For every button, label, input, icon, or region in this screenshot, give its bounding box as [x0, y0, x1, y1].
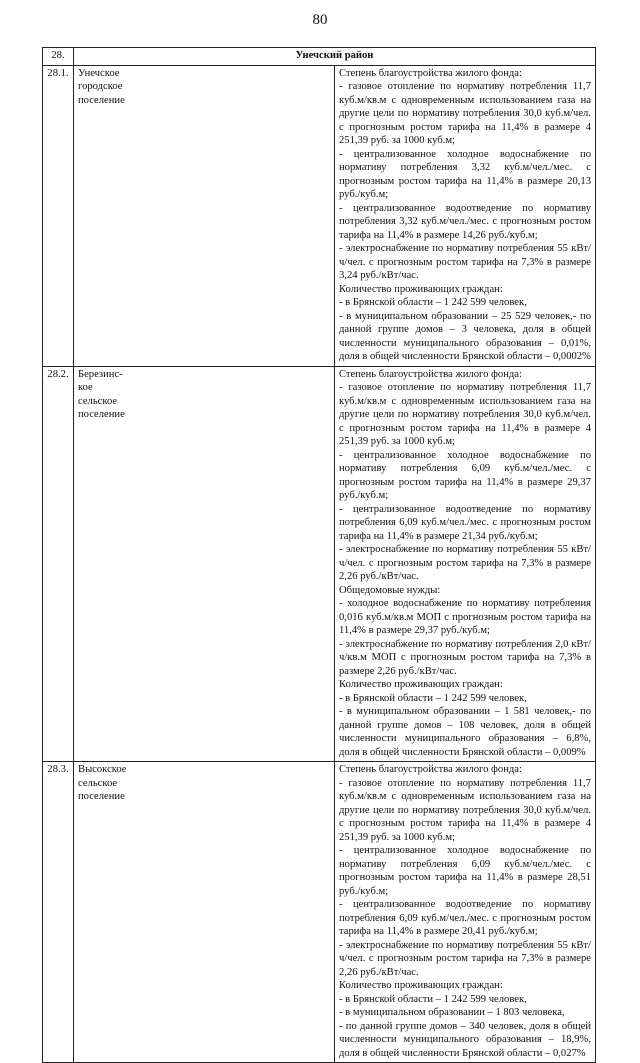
settlement-name: [74, 65, 335, 366]
description-item: - газовое отопление по нормативу потребления 11,7 куб.м/кв.м с одновременным использованием газа на другие цели по нормативу потребления 30,0 куб.м/чел. с прогнозным ростом тарифа на 11,4% в размере 4 251,39 руб. за 1000 куб.м;: [339, 777, 591, 843]
section-header-row: [43, 48, 596, 66]
description-item: - холодное водоснабжение по нормативу потребления 0,016 куб.м/кв.м МОП с прогнозным ростом тарифа на 11,4% в размере 29,37 руб./куб.м;: [339, 598, 591, 636]
row-number: 28.2.: [43, 366, 74, 762]
description-heading: Общедомовые нужды:: [339, 584, 441, 596]
description-heading: Степень благоустройства жилого фонда:: [339, 764, 522, 775]
description-item: - электроснабжение по нормативу потребления 2,0 кВт/ч/кв.м МОП с прогнозным ростом тарифа на 7,3% в размере 2,26 руб./кВт/час.: [339, 638, 591, 677]
description-item: - электроснабжение по нормативу потребления 55 кВт/ч/чел. с прогнозным ростом тарифа на 7,3% в размере 2,26 руб./кВт/час.: [339, 939, 591, 978]
settlement-name-line: поселение: [78, 791, 125, 802]
description-item: - централизованное холодное водоснабжение по нормативу потребления 3,32 куб.м/чел./мес. с прогнозным ростом тарифа на 11,4% в размере 20,13 руб./куб.м;: [339, 148, 591, 200]
row-description: [335, 366, 596, 762]
settlement-name-line: поселение: [78, 409, 125, 420]
description-item: - электроснабжение по нормативу потребления 55 кВт/ч/чел. с прогнозным ростом тарифа на 7,3% в размере 3,24 руб./кВт/час.: [339, 243, 591, 281]
description-item: - централизованное холодное водоснабжение по нормативу потребления 6,09 куб.м/чел./мес. с прогнозным ростом тарифа на 11,4% в размере 28,51 руб./куб.м;: [339, 845, 591, 897]
settlement-name-line: кое: [78, 382, 93, 393]
settlement-name-line: Высокское: [78, 764, 127, 775]
section-title: Унечский район: [74, 48, 596, 66]
description-item: - в Брянской области – 1 242 599 человек,: [339, 692, 527, 704]
table-row: [43, 366, 596, 762]
description-item: - в Брянской области – 1 242 599 человек,: [339, 993, 527, 1005]
settlement-name-line: Унечское: [78, 67, 120, 79]
row-description: [335, 65, 596, 366]
description-item: - газовое отопление по нормативу потребления 11,7 куб.м/кв.м с одновременным использованием газа на другие цели по нормативу потребления 30,0 куб.м/чел. с прогнозным ростом тарифа на 11,4% в размере 4 251,39 руб. за 1000 куб.м;: [339, 81, 591, 146]
description-item: - в муниципальном образовании – 1 581 человек,- по данной группе домов – 108 человек, доля в общей численности муниципального образования – 6,8%, доля в общей численности Брянской области – 0,009%: [339, 706, 591, 758]
settlement-name-line: Березинс-: [78, 368, 123, 380]
row-number: 28.3.: [43, 762, 74, 1063]
description-item: - в муниципальном образовании – 1 803 человека,: [339, 1007, 565, 1018]
settlement-name: [74, 366, 335, 762]
description-item: - централизованное водоотведение по нормативу потребления 3,32 куб.м/чел./мес. с прогнозным ростом тарифа на 11,4% в размере 14,26 руб./куб.м;: [339, 202, 591, 241]
description-item: - газовое отопление по нормативу потребления 11,7 куб.м/кв.м с одновременным использованием газа на другие цели по нормативу потребления 30,0 куб.м/чел. с прогнозным ростом тарифа на 11,4% в размере 4 251,39 руб. за 1000 куб.м;: [339, 382, 591, 447]
row-description: [335, 762, 596, 1063]
description-item: - по данной группе домов – 340 человек, доля в общей численности муниципального образования – 18,9%, доля в общей численности Брянской области – 0,027%: [339, 1020, 591, 1059]
description-heading: Степень благоустройства жилого фонда:: [339, 368, 522, 380]
description-heading: Степень благоустройства жилого фонда:: [339, 67, 522, 79]
description-item: - централизованное водоотведение по нормативу потребления 6,09 куб.м/чел./мес. с прогнозным ростом тарифа на 11,4% в размере 20,41 руб./куб.м;: [339, 899, 591, 937]
description-item: - в муниципальном образовании – 25 529 человек,- по данной группе домов – 3 человека, доля в общей численности муниципального образования – 0,01%, доля в общей численности Брянской области – 0,0002%: [339, 310, 591, 362]
settlement-name-line: городское: [78, 81, 123, 92]
table-row: [43, 65, 596, 366]
settlement-name: [74, 762, 335, 1063]
description-heading: Количество проживающих граждан:: [339, 679, 503, 690]
table-row: [43, 762, 596, 1063]
row-number: 28.1.: [43, 65, 74, 366]
description-item: - в Брянской области – 1 242 599 человек,: [339, 297, 527, 308]
settlement-name-line: сельское: [78, 395, 118, 407]
description-heading: Количество проживающих граждан:: [339, 283, 503, 295]
description-item: - централизованное водоотведение по нормативу потребления 6,09 куб.м/чел./мес. с прогнозным ростом тарифа на 11,4% в размере 21,34 руб./куб.м;: [339, 503, 591, 542]
description-item: - централизованное холодное водоснабжение по нормативу потребления 6,09 куб.м/чел./мес. с прогнозным ростом тарифа на 11,4% в размере 29,37 руб./куб.м;: [339, 449, 591, 501]
description-heading: Количество проживающих граждан:: [339, 980, 503, 991]
page-number: 80: [312, 12, 328, 28]
section-number: 28.: [43, 48, 74, 66]
settlement-name-line: поселение: [78, 94, 125, 106]
description-item: - электроснабжение по нормативу потребления 55 кВт/ч/чел. с прогнозным ростом тарифа на 7,3% в размере 2,26 руб./кВт/час.: [339, 544, 591, 582]
settlement-name-line: сельское: [78, 777, 118, 789]
region-table: [42, 47, 596, 1063]
